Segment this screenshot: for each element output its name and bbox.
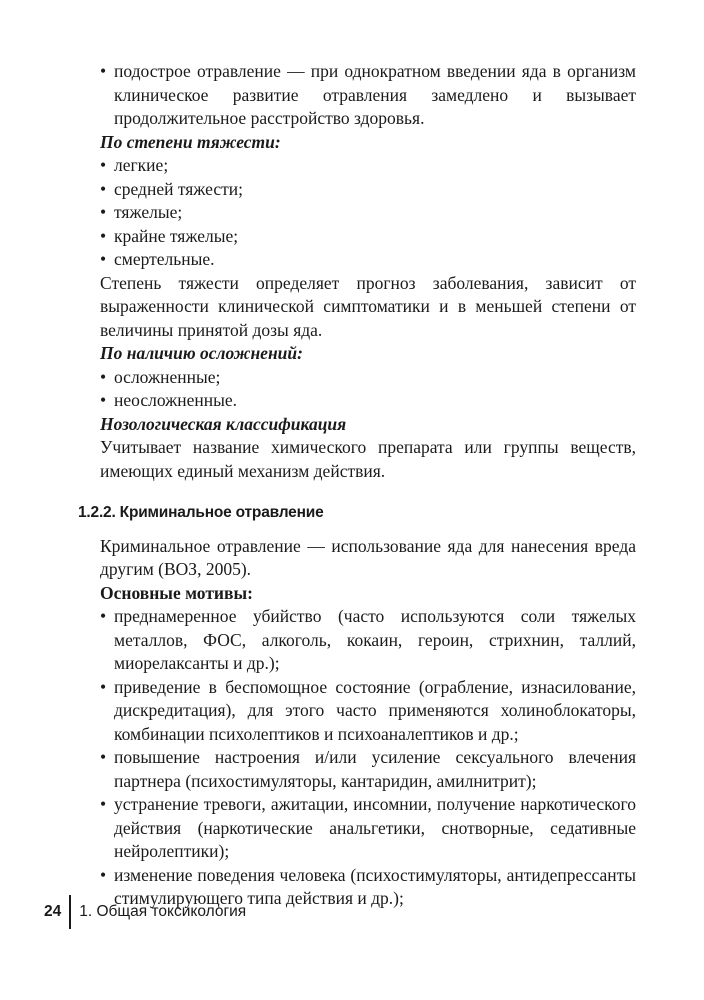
page-number: 24	[44, 903, 62, 920]
list-item: • смертельные.	[100, 248, 636, 272]
list-item: • повышение настроения и/или усиление сексуального влечения партнера (психостимуляторы, кантаридин, амилнитрит);	[100, 746, 636, 793]
chapter-title: 1. Общая токсикология	[79, 903, 247, 920]
nosological-paragraph: Учитывает название химического препарата или группы веществ, имеющих единый механизм действия.	[100, 437, 636, 481]
list-item: • осложненные;	[100, 366, 636, 390]
list-item: • крайне тяжелые;	[100, 225, 636, 249]
list-item: • преднамеренное убийство (часто используются соли тяжелых металлов, ФОС, алкоголь, кокаин, героин, стрихнин, таллий, миорелаксанты и др.);	[100, 605, 636, 676]
list-item: • подострое отравление — при однократном введении яда в организм клиническое развитие отравления замедлено и вызывает продолжительное расстройство здоровья.	[100, 60, 636, 131]
list-item: • легкие;	[100, 154, 636, 178]
severity-list	[100, 154, 636, 272]
list-item: • устранение тревоги, ажитации, инсомнии, получение наркотического действия (наркотические анальгетики, снотворные, седативные нейролептики);	[100, 793, 636, 864]
list-item: • изменение поведения человека (психостимуляторы, антидепрессанты стимулирующего типа действия и др.);	[100, 864, 636, 911]
list-item: • средней тяжести;	[100, 178, 636, 202]
list-item: • тяжелые;	[100, 201, 636, 225]
list-item: • приведение в беспомощное состояние (ограбление, изнасилование, дискредитация), для этого часто применяются холиноблокаторы, комбинации психолептиков и психоаналептиков и др.;	[100, 676, 636, 747]
nosological-heading: Нозологическая классификация	[100, 413, 347, 434]
section-title: 1.2.2. Криминальное отравление	[78, 504, 324, 521]
complications-heading: По наличию осложнений:	[100, 343, 303, 363]
footer-divider	[69, 895, 71, 929]
motives-heading: Основные мотивы:	[100, 582, 253, 603]
page-footer	[44, 897, 246, 927]
complications-list	[100, 366, 636, 413]
list-item: • неосложненные.	[100, 389, 636, 413]
top-bullet-list	[100, 60, 636, 131]
page-content	[78, 60, 636, 911]
severity-heading: По степени тяжести:	[100, 131, 281, 152]
motives-list	[100, 605, 636, 911]
section-paragraph: Криминальное отравление — использование яда для нанесения вреда другим (ВОЗ, 2005).	[100, 535, 636, 579]
severity-paragraph: Степень тяжести определяет прогноз заболевания, зависит от выраженности клинической симптоматики и в меньшей степени от величины принятой дозы яда.	[100, 272, 636, 340]
